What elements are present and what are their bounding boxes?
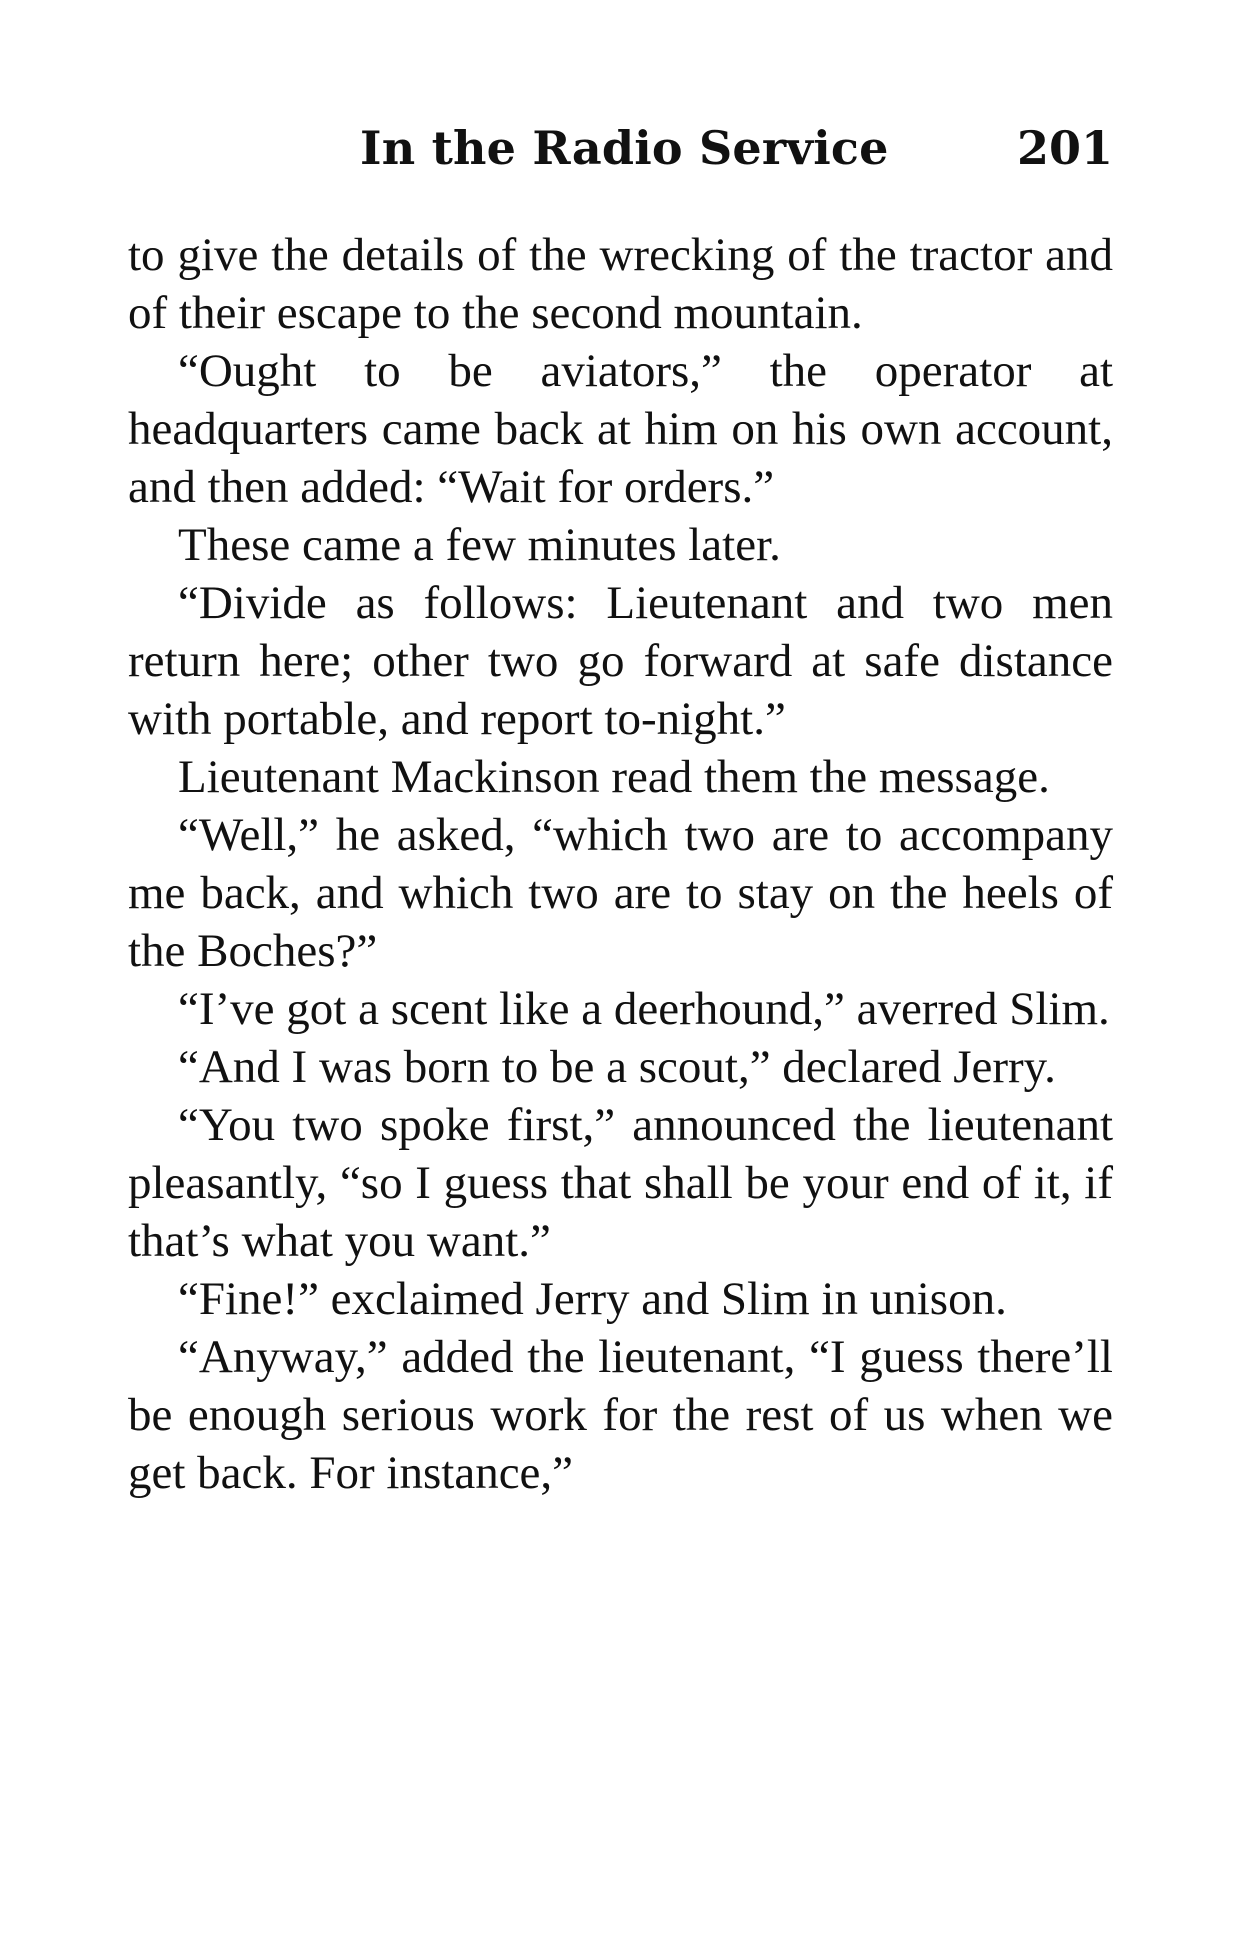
page-body <box>128 226 1113 1502</box>
page-header <box>128 118 1113 178</box>
paragraph: “Divide as follows: Lieutenant and two men return here; other two go forward at safe distance with portable, and report to-night.” <box>128 577 1113 745</box>
paragraph: “And I was born to be a scout,” declared Jerry. <box>178 1041 1056 1093</box>
running-title: In the Radio Service <box>360 121 889 175</box>
paragraph: “Anyway,” added the lieutenant, “I guess there’ll be enough serious work for the rest of us when we get back. For instance,” <box>128 1331 1113 1499</box>
paragraph: “You two spoke first,” announced the lieutenant pleasantly, “so I guess that shall be your end of it, if that’s what you want.” <box>128 1099 1113 1267</box>
paragraph: Lieutenant Mackinson read them the message. <box>178 751 1050 803</box>
paragraph: “Well,” he asked, “which two are to accompany me back, and which two are to stay on the heels of the Boches?” <box>128 809 1113 977</box>
paragraph: “Ought to be aviators,” the operator at headquarters came back at him on his own account, and then added: “Wait for orders.” <box>128 345 1113 513</box>
page-number: 201 <box>1016 121 1113 175</box>
paragraph: to give the details of the wrecking of the tractor and of their escape to the second mountain. <box>128 229 1113 339</box>
paragraph: These came a few minutes later. <box>178 519 781 571</box>
paragraph: “Fine!” exclaimed Jerry and Slim in unison. <box>178 1273 1007 1325</box>
paragraph: “I’ve got a scent like a deerhound,” averred Slim. <box>178 983 1110 1035</box>
